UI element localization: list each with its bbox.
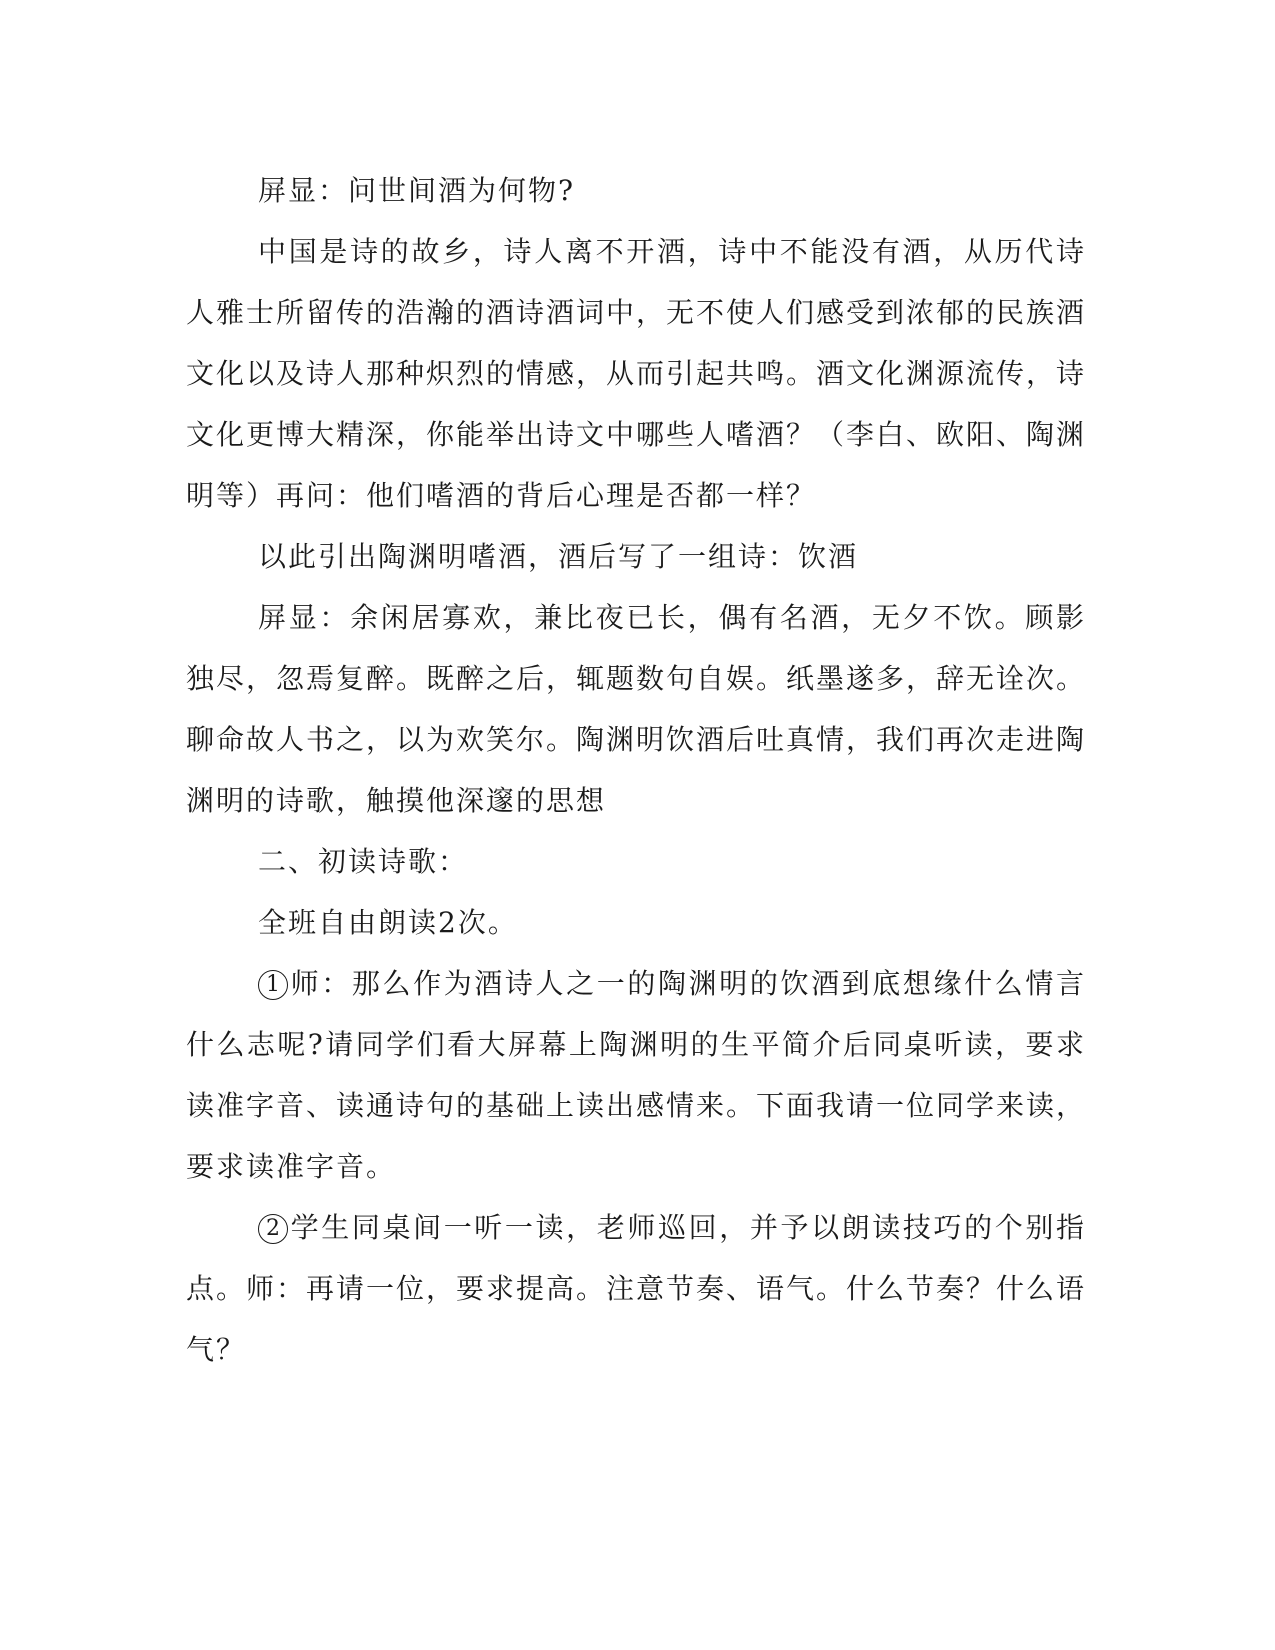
paragraph-lead-in: 以此引出陶渊明嗜酒，酒后写了一组诗：饮酒 bbox=[258, 540, 859, 573]
step-two-paragraph bbox=[186, 1197, 1086, 1380]
section-heading-initial-reading: 二、初读诗歌： bbox=[258, 845, 469, 878]
paragraph-class-reading: 全班自由朗读2次。 bbox=[258, 906, 518, 939]
step-one-paragraph bbox=[186, 953, 1086, 1197]
document-body bbox=[186, 160, 1086, 1380]
paragraph-screen-question: 屏显：问世间酒为何物? bbox=[258, 174, 576, 207]
step-one-marker: 1 bbox=[258, 970, 288, 1000]
step-two-text: 学生同桌间一听一读，老师巡回，并予以朗读技巧的个别指点。师：再请一位，要求提高。注意节奏、语气。什么节奏？什么语气？ bbox=[186, 1211, 1087, 1366]
step-one-text: 师：那么作为酒诗人之一的陶渊明的饮酒到底想缘什么情言什么志呢?请同学们看大屏幕上陶渊明的生平简介后同桌听读，要求读准字音、读通诗句的基础上读出感情来。下面我请一位同学来读，要求读准字音。 bbox=[186, 967, 1087, 1183]
paragraph-intro-china-poetry: 中国是诗的故乡，诗人离不开酒，诗中不能没有酒，从历代诗人雅士所留传的浩瀚的酒诗酒词中，无不使人们感受到浓郁的民族酒文化以及诗人那种炽烈的情感，从而引起共鸣。酒文化渊源流传，诗文化更博大精深，你能举出诗文中哪些人嗜酒？（李白、欧阳、陶渊明等）再问：他们嗜酒的背后心理是否都一样？ bbox=[186, 235, 1087, 512]
step-two-marker: 2 bbox=[258, 1214, 288, 1244]
paragraph-screen-preface: 屏显：余闲居寡欢，兼比夜已长，偶有名酒，无夕不饮。顾影独尽，忽焉复醉。既醉之后，辄题数句自娱。纸墨遂多，辞无诠次。聊命故人书之，以为欢笑尔。陶渊明饮酒后吐真情，我们再次走进陶渊明的诗歌，触摸他深邃的思想 bbox=[186, 601, 1087, 817]
